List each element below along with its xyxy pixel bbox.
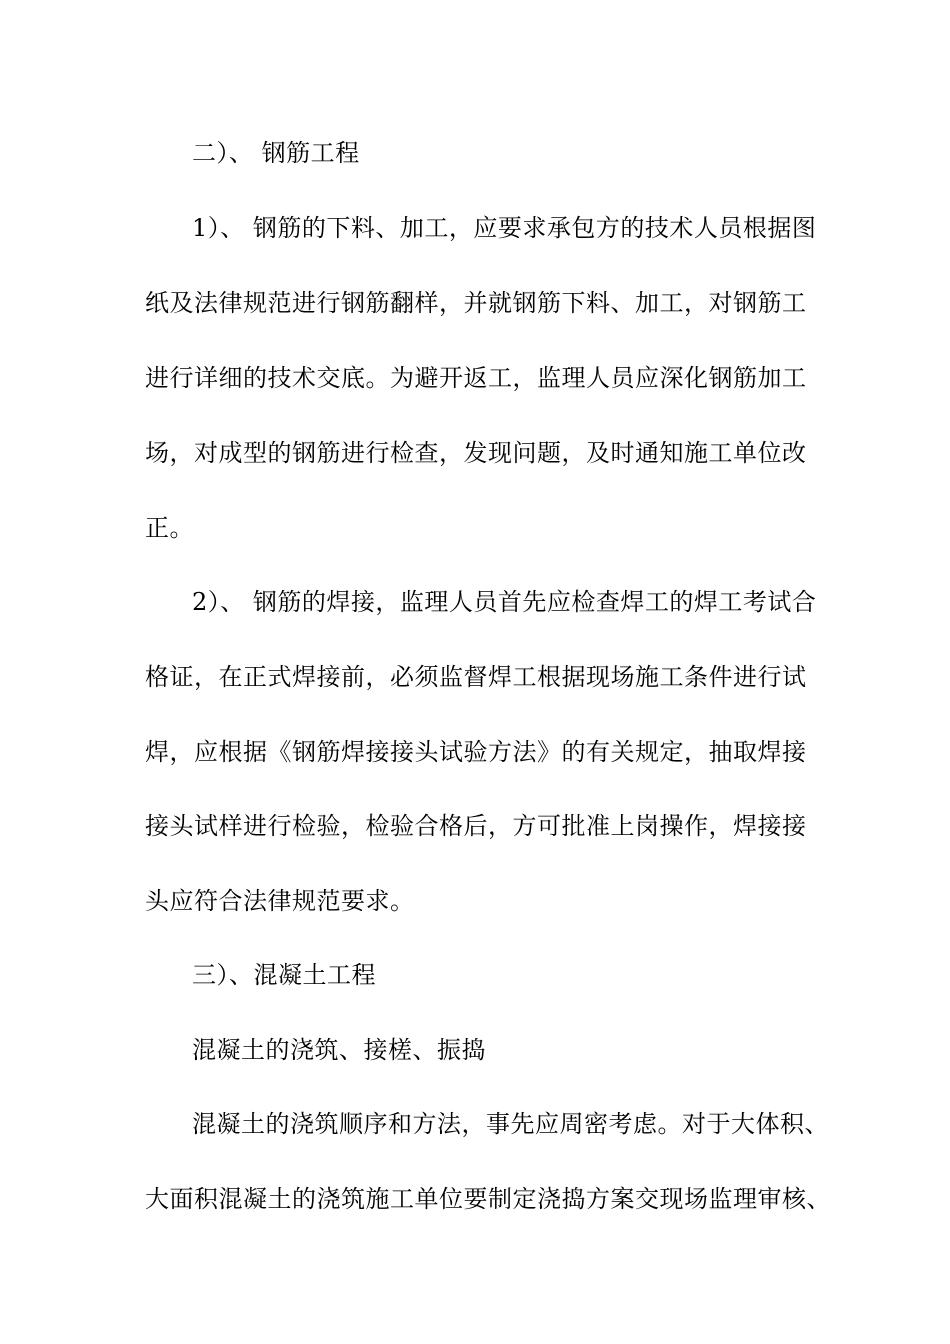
- rebar-paragraph-1-line-1: 1）、 钢筋的下料、加工，应要求承包方的技术人员根据图: [192, 214, 817, 242]
- rebar-paragraph-2-line-3: 焊，应根据《钢筋焊接接头试验方法》的有关规定，抽取焊接: [145, 738, 807, 766]
- rebar-paragraph-2-line-4: 接头试样进行检验，检验合格后，方可批准上岗操作，焊接接: [145, 812, 807, 840]
- section-heading-concrete: 三）、混凝土工程: [192, 961, 376, 989]
- rebar-paragraph-2-line-5: 头应符合法律规范要求。: [145, 887, 415, 915]
- section-heading-rebar: 二）、 钢筋工程: [192, 139, 360, 167]
- rebar-paragraph-2-line-1: 2）、 钢筋的焊接，监理人员首先应检查焊工的焊工考试合: [192, 588, 817, 616]
- rebar-paragraph-1-line-3: 进行详细的技术交底。为避开返工，监理人员应深化钢筋加工: [145, 364, 807, 392]
- rebar-paragraph-1-line-5: 正。: [145, 514, 194, 542]
- rebar-paragraph-1-line-4: 场，对成型的钢筋进行检查，发现问题，及时通知施工单位改: [145, 439, 807, 467]
- rebar-paragraph-1-line-2: 纸及法律规范进行钢筋翻样，并就钢筋下料、加工，对钢筋工: [145, 289, 807, 317]
- rebar-paragraph-2-line-2: 格证，在正式焊接前，必须监督焊工根据现场施工条件进行试: [145, 663, 807, 691]
- concrete-paragraph-line-1: 混凝土的浇筑顺序和方法，事先应周密考虑。对于大体积、: [192, 1110, 829, 1138]
- concrete-paragraph-line-2: 大面积混凝土的浇筑施工单位要制定浇捣方案交现场监理审核、: [145, 1185, 831, 1213]
- subheading-concrete-pouring: 混凝土的浇筑、接槎、振捣: [192, 1036, 486, 1064]
